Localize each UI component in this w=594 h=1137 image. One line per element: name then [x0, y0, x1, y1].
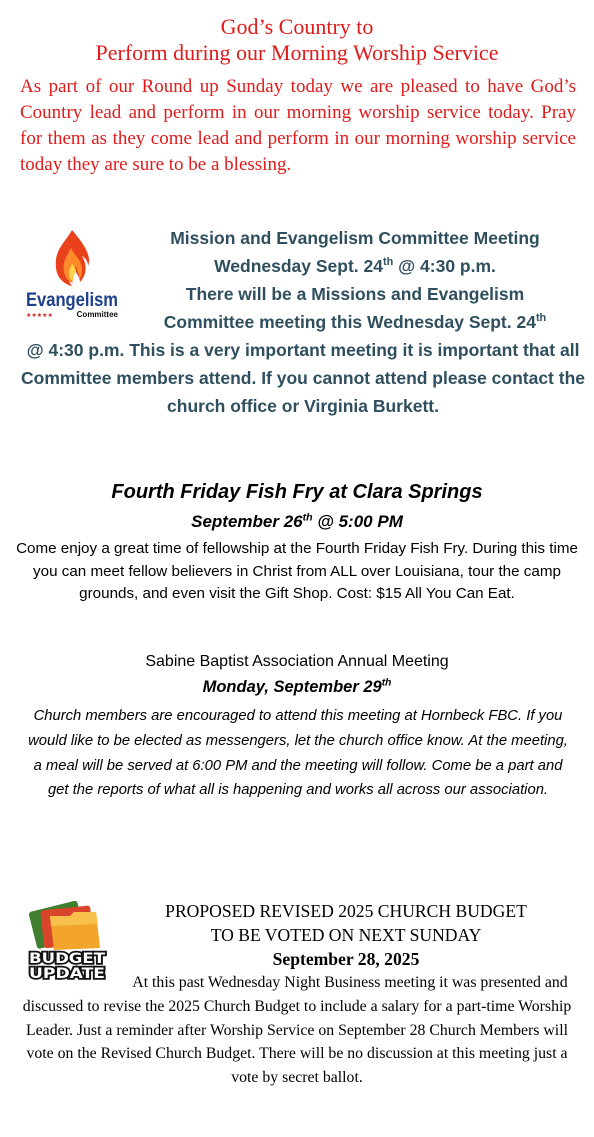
mission-time-text: @ 4:30 p.m.	[393, 256, 496, 276]
fish-fry-body: Come enjoy a great time of fellowship at the Fourth Friday Fish Fry. During this time you can meet fellow believers in Christ from ALL over Louisiana, tour the camp grounds, and even visit the Gift Shop. Cost: $15 All You Can Eat.	[16, 540, 578, 602]
worship-announcement-title	[0, 14, 594, 66]
worship-announcement-body: As part of our Round up Sunday today we are pleased to have God’s Country lead and perform in our morning worship service today. Pray for them as they come lead and perform in our morning worship service today they are sure to be a blessing.	[20, 76, 576, 175]
mission-date-suffix: th	[383, 256, 394, 269]
mission-meeting-heading	[124, 224, 586, 336]
sabine-meeting-body: Church members are encouraged to attend this meeting at Hornbeck FBC. If you would like to be elected as messengers, let the church office know. At the meeting, a meal will be served at 6:00 PM and the meeting will follow. Come be a part and get the reports of what all is happening and works all across our association.	[28, 708, 568, 799]
budget-vote-date: September 28, 2025	[272, 949, 420, 969]
budget-heading	[112, 899, 580, 947]
fish-fry-title: Fourth Friday Fish Fry at Clara Springs	[111, 481, 483, 503]
flame-icon	[24, 226, 120, 322]
logo-stars: ★★★★★	[26, 312, 53, 319]
logo-sub: Committee	[76, 310, 118, 319]
worship-title-line1: God’s Country to	[220, 14, 374, 39]
mission-line4-suffix: th	[535, 312, 547, 325]
mission-heading-line4	[124, 308, 586, 336]
sabine-meeting-title: Sabine Baptist Association Annual Meeting	[145, 653, 449, 670]
budget-logo-line1: BUDGET	[29, 951, 106, 967]
mission-heading-line1: Mission and Evangelism Committee Meeting	[170, 228, 540, 248]
fish-fry-date	[0, 510, 594, 534]
sabine-date-text: Monday, September 29	[202, 678, 382, 696]
folder-icon	[26, 894, 108, 982]
logo-word: Evangelism	[26, 290, 118, 311]
fish-fry-date-text: September 26	[191, 512, 303, 531]
mission-line4-text: Committee meeting this Wednesday Sept. 24	[163, 312, 536, 332]
budget-body: At this past Wednesday Night Business meeting it was presented and discussed to revise the 2025 Church Budget to include a salary for a part-time Worship Leader. Just a reminder after Worship Service on September 28 Church Members will vote on the Revised Church Budget. There will be no discussion at this meeting just a vote by secret ballot.	[22, 974, 572, 1087]
worship-title-line2: Perform during our Morning Worship Service	[95, 40, 499, 65]
budget-heading-line2: TO BE VOTED ON NEXT SUNDAY	[210, 925, 482, 945]
sabine-date-suffix: th	[381, 677, 392, 689]
sabine-meeting-date	[0, 676, 594, 698]
fish-fry-date-suffix: th	[302, 511, 313, 524]
mission-heading-line3: There will be a Missions and Evangelism	[185, 284, 525, 304]
budget-logo-line2: UPDATE	[29, 966, 105, 982]
mission-date-text: Wednesday Sept. 24	[214, 256, 383, 276]
mission-heading-line2	[124, 252, 586, 280]
evangelism-committee-logo	[24, 226, 120, 322]
mission-meeting-body: @ 4:30 p.m. This is a very important meeting it is important that all Committee members attend. If you cannot attend please contact the church office or Virginia Burkett.	[21, 340, 585, 416]
budget-heading-line1: PROPOSED REVISED 2025 CHURCH BUDGET	[165, 901, 527, 921]
budget-update-logo	[26, 894, 108, 982]
fish-fry-time: @ 5:00 PM	[312, 512, 403, 531]
